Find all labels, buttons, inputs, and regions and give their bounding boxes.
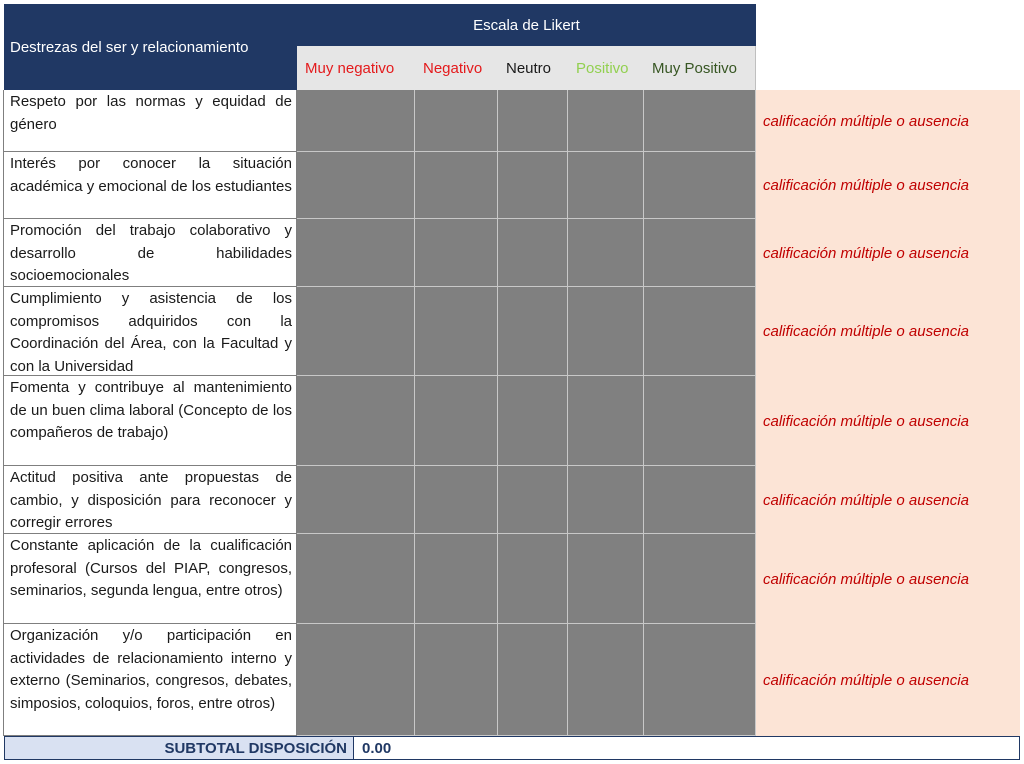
- scale-label-negativo: Negativo: [423, 59, 483, 77]
- rating-cell-positivo[interactable]: [568, 287, 644, 376]
- rating-cell-negativo[interactable]: [415, 90, 498, 152]
- rating-cell-positivo[interactable]: [568, 90, 644, 152]
- validation-note: calificación múltiple o ausencia: [756, 287, 1020, 376]
- validation-note: calificación múltiple o ausencia: [756, 534, 1020, 624]
- rating-cell-positivo[interactable]: [568, 219, 644, 287]
- section-title: Destrezas del ser y relacionamiento: [10, 38, 249, 56]
- rating-cell-negativo[interactable]: [415, 466, 498, 534]
- criteria-row: [4, 152, 1020, 219]
- subtotal-value: 0.00: [362, 739, 392, 757]
- rating-cell-muy-negativo[interactable]: [297, 376, 415, 466]
- rating-cell-positivo[interactable]: [568, 534, 644, 624]
- criteria-row: [4, 287, 1020, 376]
- likert-scale-title: Escala de Likert: [473, 16, 580, 34]
- rating-cell-neutro[interactable]: [498, 287, 568, 376]
- criteria-description: Interés por conocer la situación académica y emocional de los estudiantes: [4, 152, 297, 219]
- rating-cell-muy-positivo[interactable]: [644, 287, 756, 376]
- criteria-row: [4, 376, 1020, 466]
- rating-cell-muy-negativo[interactable]: [297, 466, 415, 534]
- rating-cell-muy-positivo[interactable]: [644, 534, 756, 624]
- rating-cell-muy-positivo[interactable]: [644, 152, 756, 219]
- rating-cell-muy-negativo[interactable]: [297, 152, 415, 219]
- rating-cell-muy-positivo[interactable]: [644, 624, 756, 736]
- criteria-row: [4, 219, 1020, 287]
- rating-cell-muy-positivo[interactable]: [644, 90, 756, 152]
- rating-cell-muy-positivo[interactable]: [644, 219, 756, 287]
- criteria-description: Promoción del trabajo colaborativo y desarrollo de habilidades socioemocionales: [4, 219, 297, 287]
- criteria-row: [4, 466, 1020, 534]
- rating-cell-muy-negativo[interactable]: [297, 90, 415, 152]
- rating-cell-muy-negativo[interactable]: [297, 287, 415, 376]
- validation-note: calificación múltiple o ausencia: [756, 376, 1020, 466]
- criteria-description: Constante aplicación de la cualificación profesoral (Cursos del PIAP, congresos, seminarios, segunda lengua, entre otros): [4, 534, 297, 624]
- subtotal-row: [4, 736, 1020, 760]
- rating-cell-positivo[interactable]: [568, 624, 644, 736]
- rating-cell-muy-positivo[interactable]: [644, 376, 756, 466]
- criteria-description: Cumplimiento y asistencia de los compromisos adquiridos con la Coordinación del Área, con la Facultad y con la Universidad: [4, 287, 297, 376]
- rating-cell-neutro[interactable]: [498, 534, 568, 624]
- criteria-row: [4, 624, 1020, 736]
- criteria-description: Respeto por las normas y equidad de género: [4, 90, 297, 152]
- rating-cell-neutro[interactable]: [498, 90, 568, 152]
- scale-label-muy-negativo: Muy negativo: [305, 59, 395, 77]
- subtotal-value-cell[interactable]: [354, 736, 1020, 760]
- rating-cell-neutro[interactable]: [498, 466, 568, 534]
- rating-cell-muy-negativo[interactable]: [297, 219, 415, 287]
- scale-labels-row: [297, 46, 756, 90]
- rating-cell-muy-negativo[interactable]: [297, 534, 415, 624]
- section-title-cell[interactable]: [4, 4, 297, 90]
- rating-cell-negativo[interactable]: [415, 534, 498, 624]
- rating-cell-positivo[interactable]: [568, 152, 644, 219]
- scale-label-muy-positivo: Muy Positivo: [652, 59, 738, 77]
- validation-note: calificación múltiple o ausencia: [756, 90, 1020, 152]
- criteria-description: Organización y/o participación en actividades de relacionamiento interno y externo (Seminarios, congresos, debates, simposios, coloquios, foros, entre otros): [4, 624, 297, 736]
- rating-cell-negativo[interactable]: [415, 287, 498, 376]
- criteria-description: Actitud positiva ante propuestas de cambio, y disposición para reconocer y corregir errores: [4, 466, 297, 534]
- rating-cell-positivo[interactable]: [568, 466, 644, 534]
- rating-cell-muy-positivo[interactable]: [644, 466, 756, 534]
- validation-note: calificación múltiple o ausencia: [756, 466, 1020, 534]
- criteria-row: [4, 534, 1020, 624]
- validation-note: calificación múltiple o ausencia: [756, 219, 1020, 287]
- rating-cell-neutro[interactable]: [498, 624, 568, 736]
- scale-label-positivo: Positivo: [576, 59, 629, 77]
- rating-cell-negativo[interactable]: [415, 624, 498, 736]
- rating-cell-muy-negativo[interactable]: [297, 624, 415, 736]
- rating-cell-neutro[interactable]: [498, 219, 568, 287]
- criteria-description: Fomenta y contribuye al mantenimiento de un buen clima laboral (Concepto de los compañeros de trabajo): [4, 376, 297, 466]
- rating-cell-neutro[interactable]: [498, 152, 568, 219]
- validation-note: calificación múltiple o ausencia: [756, 152, 1020, 219]
- subtotal-label-cell[interactable]: [4, 736, 354, 760]
- validation-note: calificación múltiple o ausencia: [756, 624, 1020, 736]
- rating-cell-negativo[interactable]: [415, 376, 498, 466]
- likert-scale-title-cell[interactable]: [297, 4, 756, 46]
- criteria-row: [4, 90, 1020, 152]
- rating-cell-negativo[interactable]: [415, 219, 498, 287]
- subtotal-label: SUBTOTAL DISPOSICIÓN: [164, 739, 347, 757]
- rating-cell-positivo[interactable]: [568, 376, 644, 466]
- rating-cell-negativo[interactable]: [415, 152, 498, 219]
- rating-cell-neutro[interactable]: [498, 376, 568, 466]
- scale-label-neutro: Neutro: [506, 59, 552, 77]
